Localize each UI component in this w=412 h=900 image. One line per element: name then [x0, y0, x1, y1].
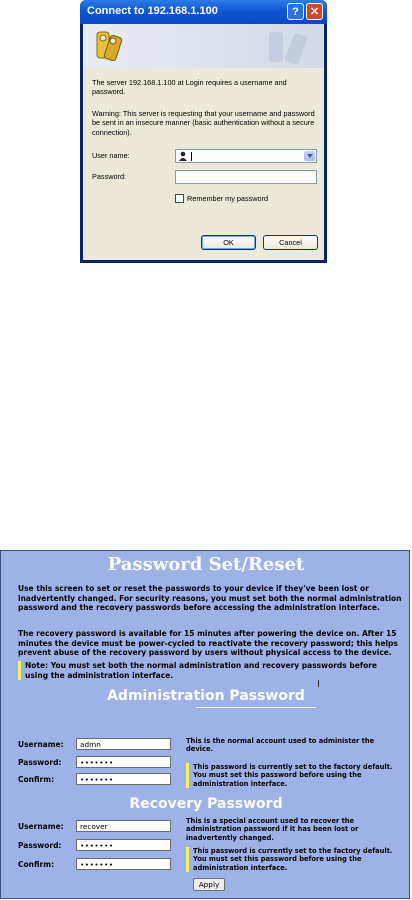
admin-username-input[interactable] [76, 738, 171, 750]
password-field[interactable] [175, 170, 317, 184]
admin-username-label: Username: [18, 740, 64, 749]
password-label: Password: [92, 172, 127, 181]
keys-watermark-icon [263, 28, 318, 66]
admin-factory-note: This password is currently set to the factory default. You must set this password before using the administration interface. [186, 763, 405, 788]
apply-button[interactable]: Apply [193, 878, 225, 891]
admin-heading-underline [196, 707, 316, 708]
text-caret [191, 152, 192, 161]
recovery-confirm-input[interactable] [76, 858, 171, 870]
dialog-titlebar[interactable] [80, 0, 327, 24]
keys-icon [93, 30, 127, 64]
note-text: Note: You must set both the normal administration and recovery passwords before using the administration interface. [18, 661, 395, 680]
dialog-title: Connect to 192.168.1.100 [87, 5, 218, 17]
recovery-confirm-label: Confirm: [18, 860, 55, 869]
admin-confirm-label: Confirm: [18, 775, 55, 784]
username-label: User name: [92, 151, 130, 160]
recovery-description: This is a special account used to recover the administration password if it has been lost or inadvertently changed. [186, 817, 359, 842]
recovery-username-input[interactable] [76, 820, 171, 832]
cancel-button[interactable]: Cancel [263, 235, 318, 250]
recovery-factory-note: This password is currently set to the factory default. You must set this password before using the administration interface. [186, 847, 405, 872]
recovery-password-label: Password: [18, 841, 62, 850]
ok-button[interactable]: OK [201, 235, 256, 250]
help-button[interactable]: ? [287, 3, 304, 20]
admin-password-input[interactable] [76, 756, 171, 768]
recovery-username-label: Username: [18, 822, 64, 831]
page-title: Password Set/Reset [107, 554, 305, 575]
user-icon [178, 151, 188, 161]
username-dropdown-button[interactable] [304, 151, 315, 161]
chevron-down-icon [307, 154, 313, 158]
login-dialog [80, 0, 327, 263]
intro-text: Use this screen to set or reset the passwords to your device if they've been lost or inadvertently changed. For security reasons, you must set both the normal administration password and the recovery passwords before accessing the administration interface. [18, 584, 402, 613]
dialog-body [83, 24, 324, 260]
recovery-section-heading: Recovery Password [129, 796, 283, 812]
admin-confirm-input[interactable] [76, 773, 171, 785]
username-combo[interactable] [175, 149, 317, 163]
password-reset-panel [0, 550, 410, 899]
dialog-warning: Warning: This server is requesting that your username and password be sent in an insecure manner (basic authentication without a secure connection). [92, 109, 315, 137]
text-cursor-icon: I [317, 679, 320, 690]
recovery-password-input[interactable] [76, 839, 171, 851]
dialog-banner [83, 24, 324, 68]
recovery-info-text: The recovery password is available for 15 minutes after powering the device on. After 15 minutes the device must be power-cycled to reactivate the recovery password; this helps prevent abuse of the recovery password by users without physical access to the device. [18, 629, 398, 658]
remember-password-checkbox[interactable] [175, 194, 184, 203]
remember-password-label[interactable]: Remember my password [187, 194, 269, 203]
admin-description: This is the normal account used to administer the device. [186, 737, 375, 754]
admin-section-heading: Administration Password [107, 688, 305, 704]
close-button[interactable]: ✕ [306, 3, 323, 20]
dialog-message: The server 192.168.1.100 at Login requires a username and password. [92, 78, 287, 97]
admin-password-label: Password: [18, 758, 62, 767]
